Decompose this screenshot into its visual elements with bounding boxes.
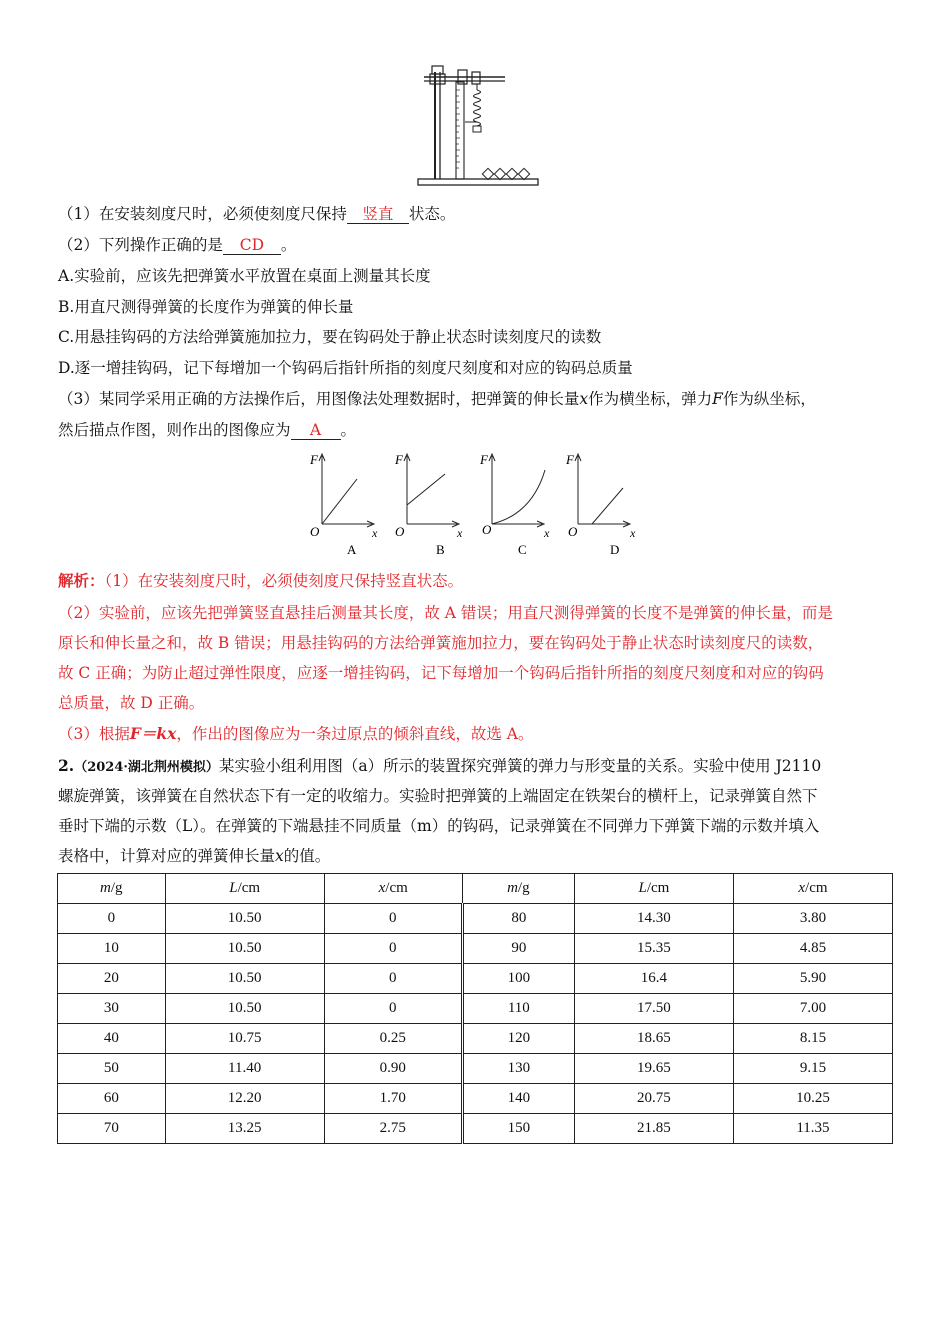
table-cell: 10.50 — [165, 934, 324, 964]
q1-part1-suffix: 状态。 — [408, 205, 456, 223]
table-cell: 2.75 — [324, 1114, 462, 1144]
q1-option-c: C.用悬挂钩码的方法给弹簧施加拉力，要在钩码处于静止状态时读刻度尺的读数 — [58, 328, 602, 346]
table-cell: 150 — [462, 1114, 574, 1144]
table-cell: 0.25 — [324, 1024, 462, 1054]
table-cell: 16.4 — [574, 964, 733, 994]
table-cell: 4.85 — [733, 934, 892, 964]
table-row — [58, 1114, 893, 1144]
table-cell: 12.20 — [165, 1084, 324, 1114]
q1-option-b: B.用直尺测得弹簧的长度作为弹簧的伸长量 — [58, 298, 354, 316]
table-cell: 140 — [462, 1084, 574, 1114]
q1-part3-line2-suffix: 。 — [340, 421, 357, 439]
table-cell: 50 — [58, 1054, 166, 1084]
q1-part2-suffix: 。 — [280, 236, 297, 254]
table-cell: 5.90 — [733, 964, 892, 994]
table-row — [58, 934, 893, 964]
table-row — [58, 994, 893, 1024]
graph-a-label: A — [347, 542, 357, 557]
graph-a — [309, 452, 378, 557]
table-cell: 90 — [462, 934, 574, 964]
table-cell: 0.90 — [324, 1054, 462, 1084]
analysis-p3-prefix: （3）根据 — [58, 725, 130, 743]
analysis-tag: 解析： — [58, 571, 105, 590]
table-cell: 0 — [58, 904, 166, 934]
table-cell: 19.65 — [574, 1054, 733, 1084]
graph-a-f: F — [310, 452, 318, 467]
table-cell: 18.65 — [574, 1024, 733, 1054]
table-row — [58, 1084, 893, 1114]
analysis-p3-suffix: ，作出的图像应为一条过原点的倾斜直线，故选 A。 — [176, 725, 534, 743]
graph-b-label: B — [436, 542, 445, 557]
table-cell: 30 — [58, 994, 166, 1024]
graph-c-label: C — [518, 542, 527, 557]
q2-source: （2024·湖北荆州模拟） — [74, 760, 219, 775]
table-cell: 0 — [324, 934, 462, 964]
analysis-p3-formula: F＝kx — [129, 724, 177, 743]
table-cell: 7.00 — [733, 994, 892, 1024]
table-cell: 20.75 — [574, 1084, 733, 1114]
table-cell: 10.50 — [165, 904, 324, 934]
table-row — [58, 1024, 893, 1054]
graph-d-x: x — [630, 526, 636, 540]
graph-d — [565, 452, 636, 557]
graph-d-o: O — [568, 524, 578, 539]
table-cell: 8.15 — [733, 1024, 892, 1054]
graph-d-f: F — [566, 452, 574, 467]
header-x: x/cm — [324, 874, 462, 904]
analysis-p2-l3: 故 C 正确；为防止超过弹性限度，应逐一增挂钩码，记下每增加一个钩码后指针所指的刻度尺刻度和对应的钩码 — [58, 664, 824, 682]
q1-part3-end: 作为纵坐标， — [722, 390, 816, 408]
q2-line1 — [58, 756, 821, 778]
graph-c-x: x — [544, 526, 550, 540]
q1-part3-f: F — [712, 390, 723, 408]
table-cell: 20 — [58, 964, 166, 994]
table-cell: 10.75 — [165, 1024, 324, 1054]
table-row — [58, 904, 893, 934]
q2-line4 — [58, 846, 330, 866]
q1-part3-line2-prefix: 然后描点作图，则作出的图像应为 — [58, 421, 291, 439]
graph-b-f: F — [395, 452, 403, 467]
table-cell: 130 — [462, 1054, 574, 1084]
q1-part3-answer: A — [291, 422, 341, 440]
spring-data-table — [57, 873, 893, 1144]
analysis-p1-text: （1）在安装刻度尺时，必须使刻度尺保持竖直状态。 — [104, 572, 464, 590]
table-cell: 11.40 — [165, 1054, 324, 1084]
table-cell: 0 — [324, 964, 462, 994]
table-header-row — [58, 874, 893, 904]
table-cell: 80 — [462, 904, 574, 934]
analysis-p2-l4: 总质量，故 D 正确。 — [58, 694, 205, 712]
table-cell: 14.30 — [574, 904, 733, 934]
header-l-2: L/cm — [574, 874, 733, 904]
q1-part1-prefix: （1）在安装刻度尺时，必须使刻度尺保持 — [58, 205, 347, 223]
table-cell: 100 — [462, 964, 574, 994]
q2-line1-text: 某实验小组利用图（a）所示的装置探究弹簧的弹力与形变量的关系。实验中使用 J2110 — [218, 757, 822, 775]
table-cell: 13.25 — [165, 1114, 324, 1144]
table-cell: 17.50 — [574, 994, 733, 1024]
graph-c-o: O — [482, 522, 492, 537]
table-cell: 9.15 — [733, 1054, 892, 1084]
graph-b-x: x — [457, 526, 463, 540]
analysis-p2-l1: （2）实验前，应该先把弹簧竖直悬挂后测量其长度，故 A 错误；用直尺测得弹簧的长度不是弹簧的伸长量，而是 — [58, 604, 833, 622]
table-cell: 11.35 — [733, 1114, 892, 1144]
spring-apparatus-figure — [410, 62, 540, 192]
q1-option-d: D.逐一增挂钩码，记下每增加一个钩码后指针所指的刻度尺刻度和对应的钩码总质量 — [58, 359, 633, 377]
table-cell: 10.50 — [165, 964, 324, 994]
table-cell: 21.85 — [574, 1114, 733, 1144]
table-cell: 10 — [58, 934, 166, 964]
graph-b-o: O — [395, 524, 405, 539]
q1-part2 — [58, 235, 296, 255]
table-cell: 110 — [462, 994, 574, 1024]
q2-line4-suffix: 的值。 — [283, 847, 331, 865]
q1-part1 — [58, 204, 455, 224]
table-cell: 40 — [58, 1024, 166, 1054]
table-cell: 10.25 — [733, 1084, 892, 1114]
q2-line3: 垂时下端的示数（L）。在弹簧的下端悬挂不同质量（m）的钩码，记录弹簧在不同弹力下弹簧下端的示数并填入 — [58, 817, 820, 835]
q1-part2-prefix: （2）下列操作正确的是 — [58, 236, 223, 254]
table-cell: 70 — [58, 1114, 166, 1144]
q1-part3-line2 — [58, 420, 356, 440]
q2-line2: 螺旋弹簧，该弹簧在自然状态下有一定的收缩力。实验时把弹簧的上端固定在铁架台的横杆上，记录弹簧自然下 — [58, 787, 818, 805]
q2-line4-prefix: 表格中，计算对应的弹簧伸长量 — [58, 847, 276, 865]
q1-part3-mid: 作为横坐标，弹力 — [588, 390, 713, 408]
header-m-2: m/g — [462, 874, 574, 904]
header-l: L/cm — [165, 874, 324, 904]
q1-part2-answer: CD — [223, 237, 281, 255]
q1-part3-x: x — [579, 390, 589, 408]
header-x-2: x/cm — [733, 874, 892, 904]
graph-c — [479, 452, 550, 557]
q1-part1-answer: 竖直 — [347, 206, 409, 224]
header-m: m/g — [58, 874, 166, 904]
graph-b — [394, 452, 463, 557]
q2-number: 2. — [58, 756, 75, 775]
table-cell: 1.70 — [324, 1084, 462, 1114]
graph-d-label: D — [610, 542, 620, 557]
table-row — [58, 1054, 893, 1084]
analysis-p3 — [58, 724, 534, 744]
table-cell: 15.35 — [574, 934, 733, 964]
q1-option-a: A.实验前，应该先把弹簧水平放置在桌面上测量其长度 — [58, 267, 431, 285]
table-cell: 0 — [324, 994, 462, 1024]
q2-line4-x: x — [275, 847, 284, 865]
analysis-p1 — [58, 571, 463, 591]
q1-part3-line1 — [58, 389, 816, 409]
table-cell: 60 — [58, 1084, 166, 1114]
table-cell: 0 — [324, 904, 462, 934]
table-cell: 10.50 — [165, 994, 324, 1024]
graph-c-f: F — [480, 452, 488, 467]
fx-graph-options — [300, 448, 650, 560]
table-cell: 3.80 — [733, 904, 892, 934]
q1-part3-text: （3）某同学采用正确的方法操作后，用图像法处理数据时，把弹簧的伸长量 — [58, 390, 580, 408]
analysis-p2-l2: 原长和伸长量之和，故 B 错误；用悬挂钩码的方法给弹簧施加拉力，要在钩码处于静止状态时读刻度尺的读数， — [58, 634, 824, 652]
graph-a-x: x — [372, 526, 378, 540]
graph-a-o: O — [310, 524, 320, 539]
table-cell: 120 — [462, 1024, 574, 1054]
table-row — [58, 964, 893, 994]
